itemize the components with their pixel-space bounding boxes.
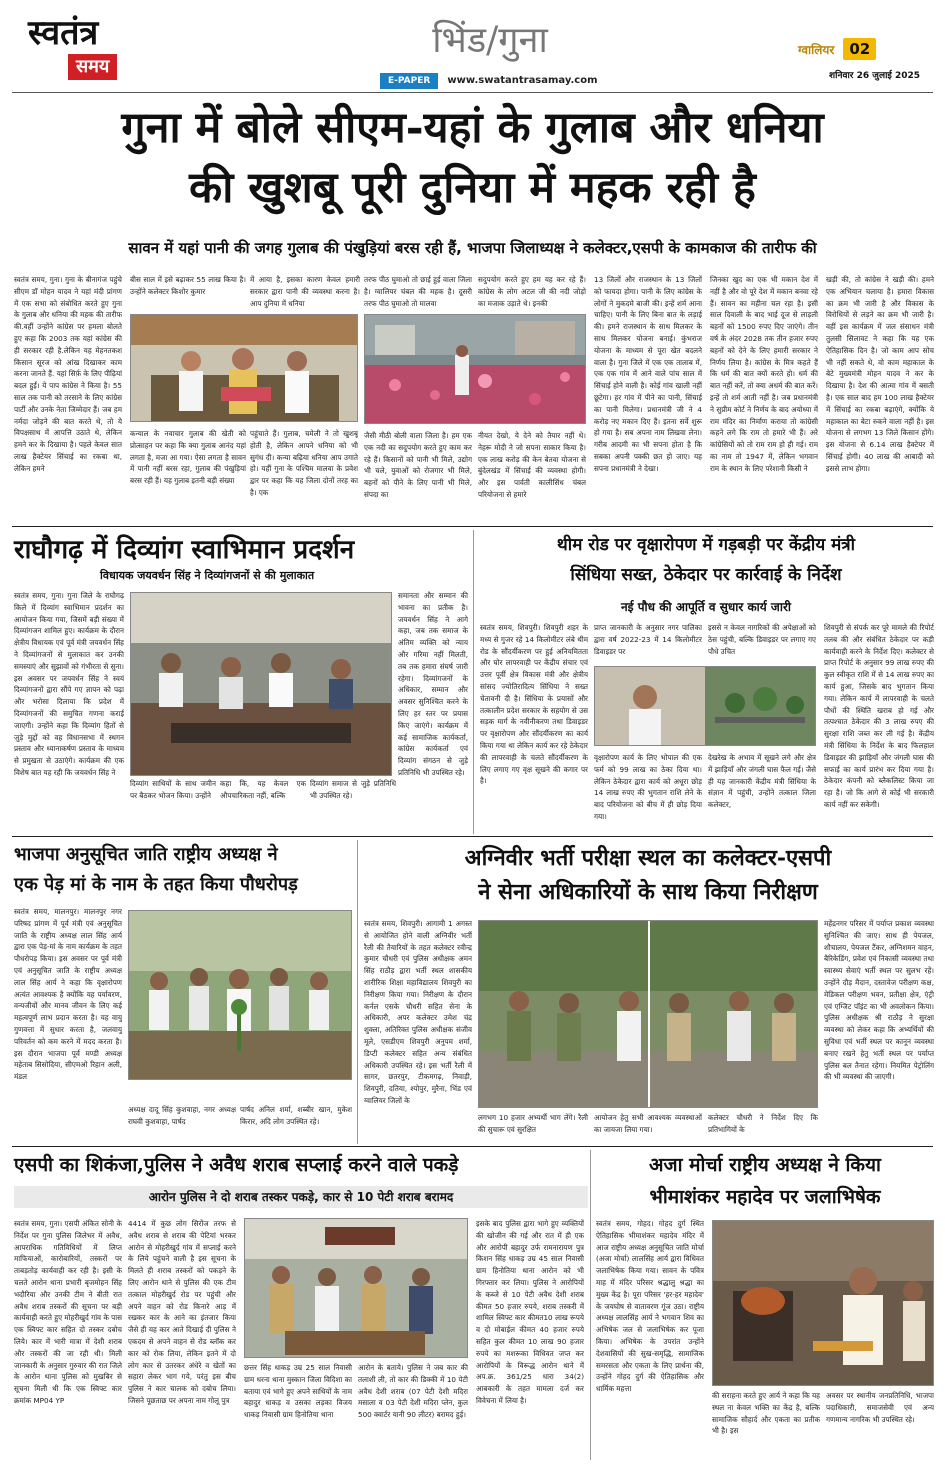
story4-photo-art: [129, 911, 352, 1080]
lead-col-1: स्वतंत्र समय, गुना। गुना के बीनागंज पहुंचे सीएम डॉ मोहन यादव ने यहां मंदी प्रांगण में एक सभा को संबोधित करते हुए गुना के गुलाब और धनिया की महक की तारीफ की.वहीं उन्होंने कांग्रेस पर हमला बोलते हुए कहा कि 2003 तक यहां कांग्रेस की ही सरकार रही है.लेकिन यह मेहनतकश किसान सूरज को आंख दिखाकर काम करना जानते हैं. यहां सिर्फ़ के लिए पीढ़ियां बदल हुईं। ये पाप कांग्रेस ने किया है। 55 साल तक पानी को तरसाने के लिए कांग्रेस पार्टी और उनके नेता जिम्मेदार हैं। जब हम नर्मदा जोड़ने की बात करते थे, तो ये विपक्षसाथ में आपत्ति उठाते थे, लेकिन हमने कर के दिखाया है। पहले केवल सात लाख हैक्टेयर सिंचाई का रकबा था, लेकिन हमने: [14, 275, 122, 473]
story3-headline-1: थीम रोड पर वृक्षारोपण में गड़बड़ी पर केंद्रीय मंत्री: [556, 535, 856, 555]
story5-headline-1: अग्निवीर भर्ती परीक्षा स्थल का कलेक्टर-एसपी: [464, 845, 832, 871]
story6-photo: [244, 1218, 468, 1358]
story5-caption-2: आयोजन हेतु सभी आवश्यक व्यवस्थाओं का जायजा लिया गया।: [594, 1113, 702, 1134]
story3-col-2-bottom: वृक्षारोपण कार्य के लिए भोपाल की एक फर्म को 99 लाख का ठेका दिया था। लेकिन ठेकेदार द्वारा कार्य को अधूरा छोड़ 14 लाख रुपए की भुगतान राशि लेने के बाद परियोजना को बीच में ही छोड़ दिया गया।: [594, 753, 702, 821]
story2-story3-divider: [473, 530, 474, 834]
lead-col-8: खड़ी की, तो कांग्रेस ने खड़ी की। हमने एक अभियान चलाया है। हमारा विकास का क्रम भी जारी है और विकास के विरोधियों से लड़ने का क्रम भी जारी है। वहीं इस कार्यक्रम में जल संसाधन मंत्री तुलसी सिलावट ने कहा कि यह एक ऐतिहासिक दिन है। जो काम आप सोच भी नहीं सकते थे, वो काम महाकाल के बेटे मुख्यमंत्री मोहन यादव ने कर के दिखाया है। देश की आत्मा गांव में बसती है। एक साल बाद हम 100 लाख हैक्टेयर में सिंचाई का रकबा बढ़ाएंगे, क्योंकि ये महाकाल का बेटा रुकने वाला नहीं है। इस योजना से लगभग 13 जिले किसान होंगे। इस योजना से 6.14 लाख हैक्टेयर में सिंचाई होगी। 40 लाख की आबादी को इससे लाभ होगा।: [826, 275, 934, 473]
story3-headline-2: सिंधिया सख्त, ठेकेदार पर कार्रवाई के निर्देश: [570, 565, 842, 585]
lead-col-3-bottom: पहुंचाते हैं। गुलाब, चमेली ने तो खुशबू होती है, लेकिन आपने धनिया को भी सुगंध दी। कन्या बढ़िया धनिया आप उगाते हो। यहीं गुना के पश्चिम मालवा के प्रवेश द्वार पर कहा कि यह जिला दोनों तरह का है। एक: [250, 429, 358, 497]
city-badge: [798, 38, 914, 62]
story4-headline-2: एक पेड़ मां के नाम के तहत किया पौधरोपड़: [14, 874, 298, 895]
story6-subhead: आरोन पुलिस ने दो शराब तस्कर पकड़े, कार से 10 पेटी शराब बरामद: [14, 1186, 588, 1208]
story7-photo-art: [713, 1221, 934, 1386]
lead-col-7: जिनका खुद का एक भी मकान देश में नहीं है और वो पूरे देश में मकान बनवा रहे हैं। सावन का महीना चल रहा है। इसी साल दिवाली के बाद भाई दूज से लाड़ली बहनों को 1500 रुपए दिए जाएंगे। तीन वर्ष के अंदर 2028 तक तीन हजार रुपए बहनों को देने के लिए हमारी सरकार ने निर्णय लिया है। कांग्रेस के मित्र कहते हैं कि धर्म की बात क्यों करते हो। धर्म की बात नहीं करें, तो क्या अधर्म की बात करें। इन्हें तो शर्म आती नहीं है। जब प्रधानमंत्री ने सुप्रीम कोर्ट ने निर्णय के बाद अयोध्या में राम मंदिर का निर्माण कराया तो कांग्रेसी कहने लगे कि राम तो हमारे भी हैं। अरे कांग्रेसियों को तो राम राम हो ही गई। राम का नाम तो 1947 में, लेकिन भगवान राम के स्थान के लिए परेशानी किसी ने: [710, 275, 818, 473]
lead-col-4-bottom: जैसी मीठी बोली वाला जिला है। हम एक एक नदी का सदुपयोग करते हुए काम कर रहे हैं। किसानों को पानी भी मिले, उद्योग भी चले, युवाओं को रोजगार भी मिले, बहनों को पीने के लिए पानी भी मिले, संपदा का: [364, 431, 472, 499]
story7-caption-2: अवसर पर स्थानीय जनप्रतिनिधि, भाजपा पदाधिकारी, समाजसेवी एवं अन्य गणमान्य नागरिक भी उपस्थित रहे।: [826, 1391, 934, 1424]
story2-caption-1: दिव्यांग साथियों के साथ जमीन पर बैठकर भोजन किया। उन्होंने: [130, 779, 216, 800]
story7-headline-1: अजा मोर्चा राष्ट्रीय अध्यक्ष ने किया: [649, 1154, 881, 1176]
epaper-label: E-PAPER: [380, 73, 438, 89]
lead-photo-rose-petals: [364, 314, 586, 424]
story6-photo-art: [245, 1219, 468, 1358]
lead-headline-1: गुना में बोले सीएम-यहां के गुलाब और धनिया: [121, 103, 824, 153]
logo-bottom-text: समय: [68, 54, 117, 80]
story5-col-2: महेंद्रनगर परिसर में पर्याप्त प्रकाश व्यवस्था सुनिश्चित की जाए। साथ ही पेयजल, शौचालय, पेयजल टैंकर, अग्निशमन वाहन, बैरिकेडिंग, प्रवेश एवं निकासी व्यवस्था तथा स्वास्थ्य सेवाएं भर्ती स्थल पर सुलभ रहें। उन्होंने दौड़ मैदान, दस्तावेज परीक्षण कक्ष, मेडिकल परीक्षण भवन, प्रतीक्षा क्षेत्र, एंट्री एवं एग्जिट पॉइंट का भी अवलोकन किया। पुलिस अधीक्षक श्री राठौड़ ने सुरक्षा व्यवस्था को लेकर कहा कि अभ्यर्थियों की सुविधा एवं भर्ती स्थल पर कानून व्यवस्था बनाए रखने हेतु भर्ती स्थल पर पर्याप्त पुलिस बल तैनात रहेगा। नियमित पेट्रोलिंग की भी व्यवस्था की जाएगी।: [824, 919, 934, 1082]
page-number: 02: [843, 38, 876, 60]
story3-col-4: शिवपुरी से संपर्क कर पूरे मामले की रिपोर्ट तलब की और संबंधित ठेकेदार पर कड़ी कार्यवाही करने के निर्देश दिए। कलेक्टर से प्राप्त रिपोर्ट के अनुसार 99 लाख रुपए की कुल स्वीकृत राशि में से 14 लाख रुपए का कार्य हुआ, जिसके बाद भुगतान किया गया। लेकिन कार्य में लापरवाही के चलते पौधों की स्थिति खराब हो गई और तत्पश्चात ठेकेदार की 3 लाख रुपए की सुरक्षा राशि जब्त कर ली गई है। केंद्रीय मंत्री सिंधिया के निर्देश के बाद फिलहाल डिवाइडर की झाड़ियाँ और जंगली घास की सफाई का कार्य प्रारंभ कर दिया गया है। ठेकेदार कंपनी को ब्लैकलिस्ट किया जा रहा है। जो कि आगे से कोई भी सरकारी कार्य नहीं कर सकेगी।: [824, 623, 934, 809]
lead-col-4-top: तरफ पीठ घुमाओ तो छाई हुई वाला जिला है। ग्वालियर चंबल की महक है। दूसरी तरफ पीठ घुमाओ तो मालवा: [364, 275, 472, 308]
edition-title: भिंड/गुना: [432, 20, 548, 61]
story7-caption-1: की सराहना करते हुए आर्य ने कहा कि यह स्थल ना केवल भक्ति का केंद्र है, बल्कि सामाजिक सौहार्द और एकता का प्रतीक भी है। इस: [712, 1391, 820, 1436]
story2-headline: राघौगढ़ में दिव्यांग स्वाभिमान प्रदर्शन: [14, 535, 355, 565]
story2-col-2: समानता और सम्मान की भावना का प्रतीक है। जयवर्धन सिंह ने आगे कहा, जब तक समाज के अंतिम व्यक्ति को न्याय और गरिमा नहीं मिलती, तब तक हमारा संघर्ष जारी रहेगा। दिव्यांगजनों के अधिकार, सम्मान और अवसर सुनिश्चित करने के लिए हर स्तर पर प्रयास किए जाएंगे। कार्यक्रम में कई सामाजिक कार्यकर्ता, कांग्रेस कार्यकर्ता एवं दिव्यांग संगठन से जुड़े प्रतिनिधि भी उपस्थित रहे।: [398, 591, 468, 777]
story6-story7-divider: [590, 1150, 591, 1460]
story6-col-1: स्वतंत्र समय, गुना। एसपी अंकित सोनी के निर्देश पर गुना पुलिस जिलेभर में अवैध, आपराधिक गतिविधियों में लिप्त माफियाओं, कारोबारियों, तस्करों पर ताबड़तोड़ कार्यवाही कर रही है। इसी के चलते आरोन थाना प्रभारी बृजमोहन सिंह भदौरिया और उनकी टीम ने बीती रात अवैध शराब तस्करों की सूचना पर बड़ी कार्यवाही करते हुए मोहरीखुर्द गांव के पास एक स्विफ्ट कार सहित दो तस्कर दबोच लिये। कार में भारी मात्रा में देशी शराब और तस्करों की जा रही थी। मिली जानकारी के अनुसार गुरुवार की रात जिले के आरोन थाना पुलिस को मुखबिर से सूचना मिली थी कि एक स्विफ्ट कार क्रमांक MP04 YP: [14, 1219, 122, 1405]
lead-headline-2: की खुशबू पूरी दुनिया में महक रही है: [189, 163, 756, 213]
story4-caption-1: अध्यक्ष दादू सिंह कुशवाहा, नगर अध्यक्ष राघवी कुशवाहा, पार्षद: [128, 1105, 236, 1126]
lead-photo-cm-stage: [130, 314, 358, 422]
story5-divider: [12, 1146, 933, 1147]
lead-col-5-top: सदुपयोग करते हुए हम यह कर रहे हैं। कांग्रेस के लोग अटल जी की नदी जोड़ो का मजाक उड़ाते थे। इनकी: [478, 275, 586, 308]
lead-col-2-bottom: कन्याल के नवाचार गुलाब की खेती को प्रोत्साहन पर कहा कि क्या गुलाब आनंद यहां लगता है, मजा आ गया। ऐसा लगता है सावन में पानी नहीं बरस रहा, गुलाब की पंखुड़ियां बरस रही हैं। यह गुलाब इतनी बड़ी संख्या: [130, 429, 246, 486]
story5-col-1: स्वतंत्र समय, शिवपुरी। आगामी 1 अगस्त से आयोजित होने वाली अग्निवीर भर्ती रैली की तैयारियों के तहत कलेक्टर रवीन्द्र कुमार चौधरी एवं पुलिस अधीक्षक अमन सिंह राठौड़ द्वारा भर्ती स्थल शासकीय शारीरिक शिक्षा महाविद्यालय शिवपुरी का निरीक्षण किया गया। निरीक्षण के दौरान कर्नल एसके चौधरी सहित सेना के अधिकारी, अपर कलेक्टर उमेश चंद्र शुक्ला, अतिरिक्त पुलिस अधीक्षक संजीव मूले, एसडीएम शिवपुरी अनुपम शर्मा, डिप्टी कलेक्टर सहित अन्य संबंधित अधिकारी उपस्थित रहे। इस भर्ती रैली में सागर, छतरपुर, टीकमगढ़, निवाड़ी, शिवपुरी, दतिया, श्योपुर, मुरैना, भिंड एवं ग्वालियर जिलों के: [364, 919, 472, 1105]
story2-col-1: स्वतंत्र समय, गुना। गुना जिले के राघौगढ़ किले में दिव्यांग स्वाभिमान प्रदर्शन का आयोजन किया गया, जिसमें बड़ी संख्या में दिव्यांगजन शामिल हुए। कार्यक्रम के दौरान क्षेत्रीय विधायक एवं पूर्व मंत्री जयवर्धन सिंह ने दिव्यांगजनों से मुलाकात कर उनकी समस्याएं और सुझावों को गंभीरता से सुना। इस अवसर पर जयवर्धन सिंह ने स्वयं दिव्यांगजनों द्वारा सौंपे गए ज्ञापन को पढ़ा और भरोसा दिलाया कि प्रदेश में दिव्यांगजनों की समुचित गणना कराई जाएगी। उन्होंने कहा कि दिव्यांग हितों से जुड़े मुद्दों को वह विधानसभा में स्थगन प्रस्ताव और ध्यानाकर्षण प्रस्ताव के माध्यम से प्रमुखता से उठाएंगे। कार्यक्रम की एक विशेष बात यह रही कि जयवर्धन सिंह ने: [14, 591, 124, 777]
masthead-divider: [12, 92, 933, 93]
story3-col-3-top: इससे न केवल नागरिकों की अपेक्षाओं को ठेस पहुंची, बल्कि डिवाइडर पर लगाए गए पौधे उचित: [708, 623, 816, 656]
story6-col-2: 4414 में कुछ लोग सिरोंज तरफ से अवैध शराब से शराब की पेटियां भरकर आरोन से मोहरीखुर्द गांव में सप्लाई करने के लिये पहुंचने वाली है इस सूचना के मिलते ही शराब तस्करों को पकड़ने के लिए आरोन थाने से पुलिस की एक टीम तत्काल मोहरीखुर्द रोड पर पहुंची और अपने वाहन को रोड किनारे आड़ में रखकर कार के आने का इंतजार किया जैसे ही यह कार आते दिखाई दी पुलिस ने एकदम से अपने वाहन से रोड ब्लॉक कर कार को रोक लिया, लेकिन इतने में दो लोग कार से उतरकर अंधेरे व खेतों का सहारा लेकर भाग गये, परंतु इस बीच पुलिस ने कार चालक को दबोच लिया। जिसने पूछताछ पर अपना नाम गोलू पुत्र: [128, 1219, 236, 1405]
story2-photo: [130, 592, 392, 776]
story3-col-3-bottom: देखरेख के अभाव में सूखने लगे और क्षेत्र में झाड़ियाँ और जंगली घास फैल गई। जैसे ही यह जानकारी केंद्रीय मंत्री सिंधिया के संज्ञान में पहुंची, उन्होंने तत्काल जिला कलेक्टर,: [708, 753, 816, 810]
story2-photo-art: [131, 593, 392, 776]
logo: [28, 14, 158, 86]
story5-caption-3: कलेक्टर चौधरी ने निर्देश दिए कि प्रतिभागियों के: [708, 1113, 818, 1134]
story3-photo-art: [595, 667, 816, 746]
story4-col-1: स्वतंत्र समय, मालनपुर। मालनपुर नगर परिषद प्रांगण में पूर्व मंत्री एवं अनुसूचित जाति के राष्ट्रीय अध्यक्ष लाल सिंह आर्य द्वारा एक पेड़-मां के नाम कार्यक्रम के तहत पौधरोपड़ किया। इस अवसर पर पूर्व मंत्री एवं अनुसूचित जाति के राष्ट्रीय अध्यक्ष लाल सिंह आर्य ने कहा कि वृक्षारोपण अत्यंत आवश्यक है क्योंकि यह पर्यावरण, वन्यजीवों और मानव जीवन के लिए कई महत्वपूर्ण लाभ प्रदान करता है। यह वायु गुणवत्ता में सुधार करता है, जलवायु परिवर्तन को कम करने में मदद करता है। इस दौरान भाजपा पूर्व मण्डी अध्यक्ष महेताब सिसोदिया, सीएमओ रिहान अली, मंडल: [14, 907, 122, 1082]
story2-caption-3: दिव्यांग समाज से जुड़े प्रतिनिधि भी उपस्थित रहे।: [310, 779, 396, 800]
lead-col-6: 13 जिलों और राजस्थान के 13 जिलों को फायदा होगा। पानी के लिए कांग्रेस के लोगों ने मुकदमे बाजी की। इन्हें शर्म आना चाहिए। पानी के लिए बिना बात के लड़ाई की। हमने राजस्थान के साथ मिलकर के साथ मिलकर योजना बनाई। कुंभराज योजना के माध्यम से पूरा खेत बदलने वाला है। गुना जिले में एक एक तालाब में, एक एक गांव में आने वाले पांच साल में सिंचाई होने वाली है। कोई गांव खाली नहीं छूटेगा। हर गांव में पीने का पानी, सिंचाई का पानी मिलेगा। प्रधानमंत्री जी ने 4 करोड़ नए मकान दिए हैं। इतना सर्वे शुरू हो गया है। सब अपना नाम लिखवा लेना। गरीब आदमी का भी सपना होता है कि सबका अपनी पक्की छत हो जाए। यह सपना प्रधानमंत्री ने देखा।: [594, 275, 702, 473]
story4-story5-divider: [357, 840, 358, 1144]
story5-photo-art: [479, 921, 818, 1108]
story6-headline: एसपी का शिकंजा,पुलिस ने अवैध शराब सप्लाई करने वाले पकड़े: [14, 1154, 459, 1176]
story6-caption-2: आरोन के बताये। पुलिस ने जब कार की तलाशी ली, तो कार की डिक्की में 10 पेटी अवैध देशी शराब (07 पेटी देशी मदिरा मसाला व 03 पेटी देशी मदिरा प्लेन, कुल 500 क्वार्टर यानी 90 लीटर) बरामद हुई।: [358, 1363, 468, 1420]
story3-divider: [12, 836, 933, 837]
story4-caption-2: पार्षद अनिल शर्मा, शब्बीर खान, मुकेश किरार, अदि लोग उपस्थित रहे।: [240, 1105, 352, 1126]
website-link[interactable]: www.swatantrasamay.com: [447, 75, 598, 86]
epaper-bar: [380, 68, 698, 84]
story6-caption-1: छत्तर सिंह धाकड़ उम्र 25 साल निवासी ग्राम धरना थाना मुस्कान जिला विदिशा का बताया एवं भागे हुए अपने साथियों के नाम बहादुर धाकड़ व उसका लड़का विजय धाकड़ निवासी ग्राम हिनोतिया थाना: [244, 1363, 352, 1420]
logo-top-text: स्वतंत्र: [28, 13, 99, 53]
story5-photo: [478, 920, 818, 1108]
lead-photo-rose-petals-art: [365, 315, 586, 424]
lead-divider: [12, 526, 933, 527]
story5-headline-2: ने सेना अधिकारियों के साथ किया निरीक्षण: [478, 879, 818, 905]
story3-subhead: नई पौध की आपूर्ति व सुधार कार्य जारी: [621, 600, 791, 614]
city-label: ग्वालियर: [798, 43, 835, 57]
lead-subhead: सावन में यहां पानी की जगह गुलाब की पंखुड़ियां बरस रही हैं, भाजपा जिलाध्यक्ष ने कलेक्टर,एसपी के कामकाज की तारीफ की: [128, 239, 817, 257]
story5-caption-1: लगभग 10 हजार अभ्यर्थी भाग लेंगे। रैली की सुचारू एवं सुरक्षित: [478, 1113, 588, 1134]
issue-date: शनिवार 26 जुलाई 2025: [829, 71, 920, 81]
lead-photo-cm-stage-art: [131, 315, 358, 422]
lead-col-2-top: बीस साल में इसे बढ़ाकर 55 लाख किया है। उन्होंने कलेक्टर किशोर कुमार: [130, 275, 246, 296]
story3-col-1: स्वतंत्र समय, शिवपुरी। शिवपुरी शहर के मध्य से गुजर रहे 14 किलोमीटर लंबे थीम रोड के सौंदर्यीकरण पर हुई अनियमितता और घोर लापरवाही पर केंद्रीय संचार एवं उत्तर पूर्वी क्षेत्र विकास मंत्री और क्षेत्रीय सांसद ज्योतिरादित्य सिंधिया ने सख्त चेतावनी दी है। सिंधिया के प्रयासों और तत्कालीन प्रदेश सरकार के सहयोग से उस सड़क मार्ग के नवीनीकरण तथा डिवाइडर पर वृक्षारोपण और सौंदर्यीकरण का कार्य किया गया था लेकिन कार्य कर रहे ठेकेदार की लापरवाही के चलते सौंदर्यीकरण के लिए लगाए गए वृक्ष सूखने की कगार पर है।: [480, 623, 588, 786]
story2-caption-2: कहा कि, यह केवल एक औपचारिकता नहीं, बल्कि: [220, 779, 306, 800]
story2-subhead: विधायक जयवर्धन सिंह ने दिव्यांगजनों से की मुलाकात: [100, 569, 315, 582]
lead-col-3-top: में आया है, इसका कारण केवल हमारी सरकार द्वारा पानी की व्यवस्था करना है। आप दुनिया में धनिया: [250, 275, 360, 308]
story7-col-1: स्वतंत्र समय, गोहद। गोहद दुर्ग स्थित ऐतिहासिक भीमाशंकर महादेव मंदिर में आज राष्ट्रीय अध्यक्ष अनुसूचित जाति मोर्चा (अजा मोर्चा) लालसिंह आर्य द्वारा विधिवत जलाभिषेक किया गया। सावन के पवित्र माह में मंदिर परिसर श्रद्धालु श्रद्धा का मुख्य केंद्र है। पूरा परिसर 'हर-हर महादेव' के जयघोष से वातावरण गूंज उठा। राष्ट्रीय अध्यक्ष लालसिंह आर्य ने भगवान शिव का अभिषेक जल से जलाभिषेक कर पूजा किया। अभिषेक के उपरांत उन्होंने देशवासियों की सुख-समृद्धि, सामाजिक समरसता और एकता के लिए प्रार्थना की, उन्होंने गोहद दुर्ग की ऐतिहासिक और धार्मिक महत्ता: [596, 1219, 704, 1394]
story6-col-3: इसके बाद पुलिस द्वारा भागे हुए व्यक्तियों की खोजीन की गई और रात में ही एक और आरोपी बहादुर उर्फ रामनारायण पुत्र किशन सिंह धाकड़ उम्र 45 साल निवासी ग्राम हिनोतिया थाना आरोन को भी गिरफ्तार कर लिया। पुलिस ने आरोपियों के कब्जे से 10 पेटी अवैध देशी शराब कीमत 50 हजार रुपये, शराब तस्करी में शामिल स्विफ्ट कार कीमत10 लाख रूपये व दो मोबाईल कीमत 40 हजार रुपये सहित कुल कीमत 10 लाख 90 हजार रुपये का मशरूका विधिवत जप्त कर आरोपियों के विरूद्ध आरोन थाने में अप.क्र. 361/25 धारा 34(2) आबकारी के तहत मामला दर्ज कर विवेचना में लिया है।: [476, 1219, 584, 1405]
story3-col-2-top: प्राप्त जानकारी के अनुसार नगर पालिका द्वारा वर्ष 2022-23 में 14 किलोमीटर डिवाइडर पर: [594, 623, 702, 656]
story4-headline-1: भाजपा अनुसूचित जाति राष्ट्रीय अध्यक्ष ने: [14, 844, 278, 865]
story7-headline-2: भीमाशंकर महादेव पर जलाभिषेक: [649, 1186, 881, 1208]
lead-col-5-bottom: नीयत देखो, ये देने को तैयार नहीं थे। नेहरू मोदी ने जो सपना साकार किया है। एक लाख करोड़ की केन बेतवा योजना से बुंदेलखंड में सिंचाई की व्यवस्था होगी। और इस पार्वती कालीसिंध चंबल परियोजना से हमारे: [478, 431, 586, 499]
story3-photo: [594, 666, 816, 746]
story7-photo: [712, 1220, 934, 1386]
story4-photo: [128, 910, 352, 1080]
